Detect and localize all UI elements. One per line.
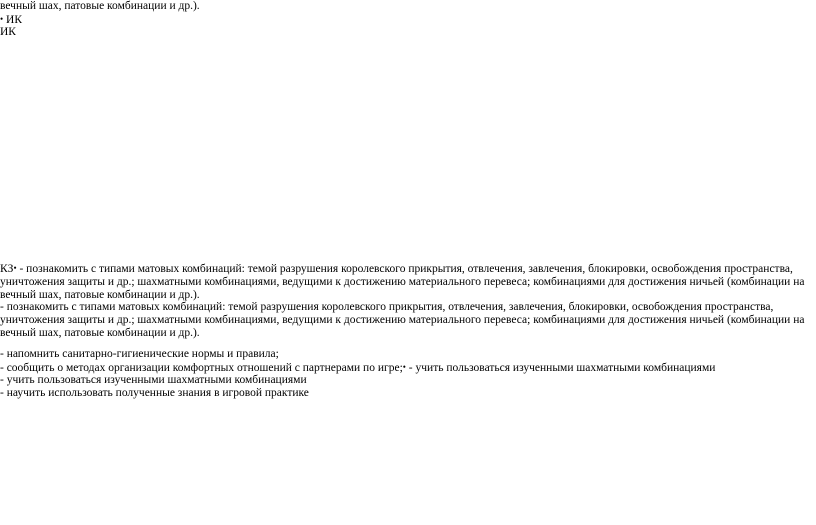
list-item: - учить пользоваться изученными шахматными комбинациями bbox=[0, 374, 307, 386]
list-item bbox=[0, 361, 715, 375]
bullet-icon: • bbox=[0, 14, 4, 24]
kz-paragraph bbox=[0, 262, 812, 302]
ik-label-line: ИК bbox=[0, 26, 16, 38]
list-item: - научить использовать полученные знания в игровой практике bbox=[0, 387, 309, 399]
kz-repeat-paragraph: - познакомить с типами матовых комбинаций: темой разрушения королевского прикрытия, отвлечения, завлечения, блокировки, освобождения пространства, уничтожения защиты и др.; шахматными комбинациями, ведущими к достижению материального перевеса; комбинациями для достижения ничьей (комбинации на вечный шах, патовые комбинации и др.). bbox=[0, 301, 805, 339]
list-item-text: - учить пользоваться изученными шахматными комбинациями bbox=[405, 362, 716, 374]
kz-prefix: КЗ bbox=[0, 263, 14, 275]
kz-text: - познакомить с типами матовых комбинаций: темой разрушения королевского прикрытия, отвлечения, завлечения, блокировки, освобождения пространства, уничтожения защиты и др.; шахматными комбинациями, ведущими к достижению материального перевеса; комбинациями для достижения ничьей (комбинации на вечный шах, патовые комбинации и др.). bbox=[0, 263, 805, 301]
list-item: - напомнить санитарно-гигиенические нормы и правила; bbox=[0, 348, 279, 360]
continued-text-line: вечный шах, патовые комбинации и др.). bbox=[0, 0, 200, 12]
bullet-ik-line bbox=[0, 13, 22, 27]
list-item-text: - сообщить о методах организации комфортных отношений с партнерами по игре; bbox=[0, 362, 403, 374]
ik-label: ИК bbox=[6, 14, 23, 26]
bullet-icon: • bbox=[402, 362, 406, 372]
bullet-icon: • bbox=[13, 263, 17, 273]
